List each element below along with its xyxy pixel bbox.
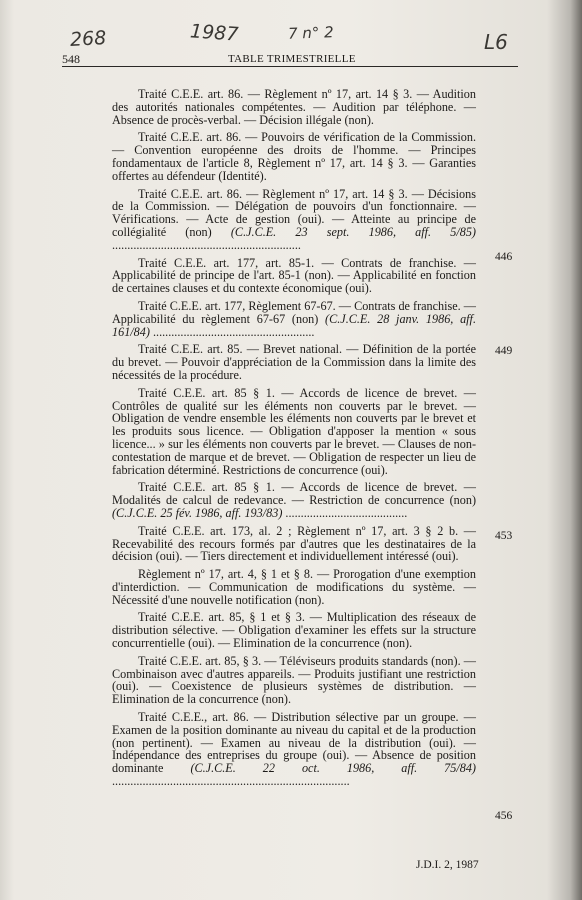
dot-leader: ..................................................... xyxy=(152,324,315,339)
handwritten-note: 7 n° 2 xyxy=(287,23,334,43)
entry-text: Traité C.E.E. art. 85 § 1. — Accords de licence de brevet. — Contrôles de qualité sur les éléments non couverts par le brevet. — Obligation de vendre ensemble les éléments non couverts par le brevet et les produits sous licence. — Obligation d'apposer la mention « sous licence... » sur les éléments non couverts par le brevet. — Clauses de non-contestation de marque et de brevet. — Obligation de respecter un lieu de fabrication déterminé. Restrictions de concurrence (oui). xyxy=(112,385,476,477)
entry-text: Traité C.E.E., art. 86. — Distribution sélective par un groupe. — Examen de la position dominante au niveau du capital et de la production (non pertinent). — Examen au niveau de la distribution (oui). — Indépendance des entreprises du groupe (oui). — Absence de position dominante xyxy=(112,710,476,776)
dot-leader: .............................................................. xyxy=(112,237,301,252)
index-entry xyxy=(112,568,476,606)
entry-text: Traité C.E.E. art. 86. — Règlement nº 17, art. 14 § 3. — Décisions de la Commission. — Délégation de pouvoirs d'un fonctionnaire. — Vérifications. — Acte de gestion (oui). — Atteinte au principe de collégialité (non) xyxy=(112,186,476,239)
header-rule xyxy=(62,66,518,67)
entry-text: Traité C.E.E. art. 177, art. 85-1. — Contrats de franchise. — Applicabilité de principe de l'art. 85-1 (non). — Applicabilité en fonction de certaines clauses et du contexte économique (oui). xyxy=(112,255,476,296)
reference-page-number: 456 xyxy=(495,810,513,822)
index-entry xyxy=(112,300,476,338)
index-entry xyxy=(112,131,476,182)
handwritten-note: 268 xyxy=(69,27,107,51)
entry-text: Traité C.E.E. art. 86. — Règlement nº 17, art. 14 § 3. — Audition des autorités nationales compétentes. — Audition par téléphone. — Absence de procès-verbal. — Décision illégale (non). xyxy=(112,87,476,127)
dot-leader: ........................................ xyxy=(285,505,408,520)
entry-citation: (C.J.C.E. 23 sept. 1986, aff. 5/85) xyxy=(230,224,476,239)
entry-citation: (C.J.C.E. 22 oct. 1986, aff. 75/84) xyxy=(190,761,476,776)
page-number: 548 xyxy=(62,52,80,66)
index-entry xyxy=(112,188,476,252)
footer-citation: J.D.I. 2, 1987 xyxy=(416,859,479,871)
entry-text: Règlement nº 17, art. 4, § 1 et § 8. — Prorogation d'une exemption d'interdiction. — Communication de modifications du système. — Nécessité d'une nouvelle notification (non). xyxy=(112,567,476,607)
entry-text: Traité C.E.E. art. 85, § 3. — Téléviseurs produits standards (non). — Combinaison avec d'autres appareils. — Produits justifiant une restriction (oui). — Coexistence de plusieurs systèmes de distribution. — Elimination de la concurrence (non). xyxy=(112,653,476,707)
reference-page-number: 449 xyxy=(495,345,513,357)
index-entry xyxy=(112,525,476,563)
entry-text: Traité C.E.E. art. 86. — Pouvoirs de vérification de la Commission. — Convention européenne des droits de l'homme. — Principes fondamentaux de l'article 8, Règlement nº 17, art. 14 § 3. — Garanties offertes au défendeur (Identité). xyxy=(112,130,476,183)
reference-page-number: 453 xyxy=(495,530,513,542)
index-entry xyxy=(112,481,476,519)
entry-text: Traité C.E.E. art. 173, al. 2 ; Règlement nº 17, art. 3 § 2 b. — Recevabilité des recours formés par d'autres que les destinataires de la décision (oui). — Tiers directement et individuellement intéressé (oui). xyxy=(112,523,476,564)
index-entry xyxy=(112,387,476,477)
index-entry xyxy=(112,257,476,295)
index-entry xyxy=(112,711,476,788)
dot-leader: .............................................................................. xyxy=(112,774,350,789)
running-title: TABLE TRIMESTRIELLE xyxy=(228,53,356,65)
index-body xyxy=(112,88,476,793)
entry-text: Traité C.E.E. art. 85. — Brevet national. — Définition de la portée du brevet. — Pouvoir d'appréciation de la Commission dans la limite des nécessités de la procédure. xyxy=(112,342,476,382)
entry-text: Traité C.E.E. art. 177, Règlement 67-67. — Contrats de franchise. — Applicabilité du règlement 67-67 (non) xyxy=(112,298,476,326)
handwritten-note: L6 xyxy=(484,30,508,54)
entry-citation: (C.J.C.E. 28 janv. 1986, aff. 161/84) xyxy=(112,311,476,339)
reference-page-number: 446 xyxy=(495,251,513,263)
index-entry xyxy=(112,88,476,126)
index-entry xyxy=(112,655,476,706)
entry-citation: (C.J.C.E. 25 fév. 1986, aff. 193/83) xyxy=(112,505,283,520)
index-entry xyxy=(112,343,476,381)
handwritten-note: 1987 xyxy=(189,20,240,46)
entry-text: Traité C.E.E. art. 85, § 1 et § 3. — Multiplication des réseaux de distribution sélective. — Obligation d'examiner les effets sur la structure concurrentielle (oui). — Elimination de la concurrence (non). xyxy=(112,610,476,651)
entry-text: Traité C.E.E. art. 85 § 1. — Accords de licence de brevet. — Modalités de calcul de redevance. — Restriction de concurrence (non) xyxy=(112,480,476,508)
index-entry xyxy=(112,611,476,649)
